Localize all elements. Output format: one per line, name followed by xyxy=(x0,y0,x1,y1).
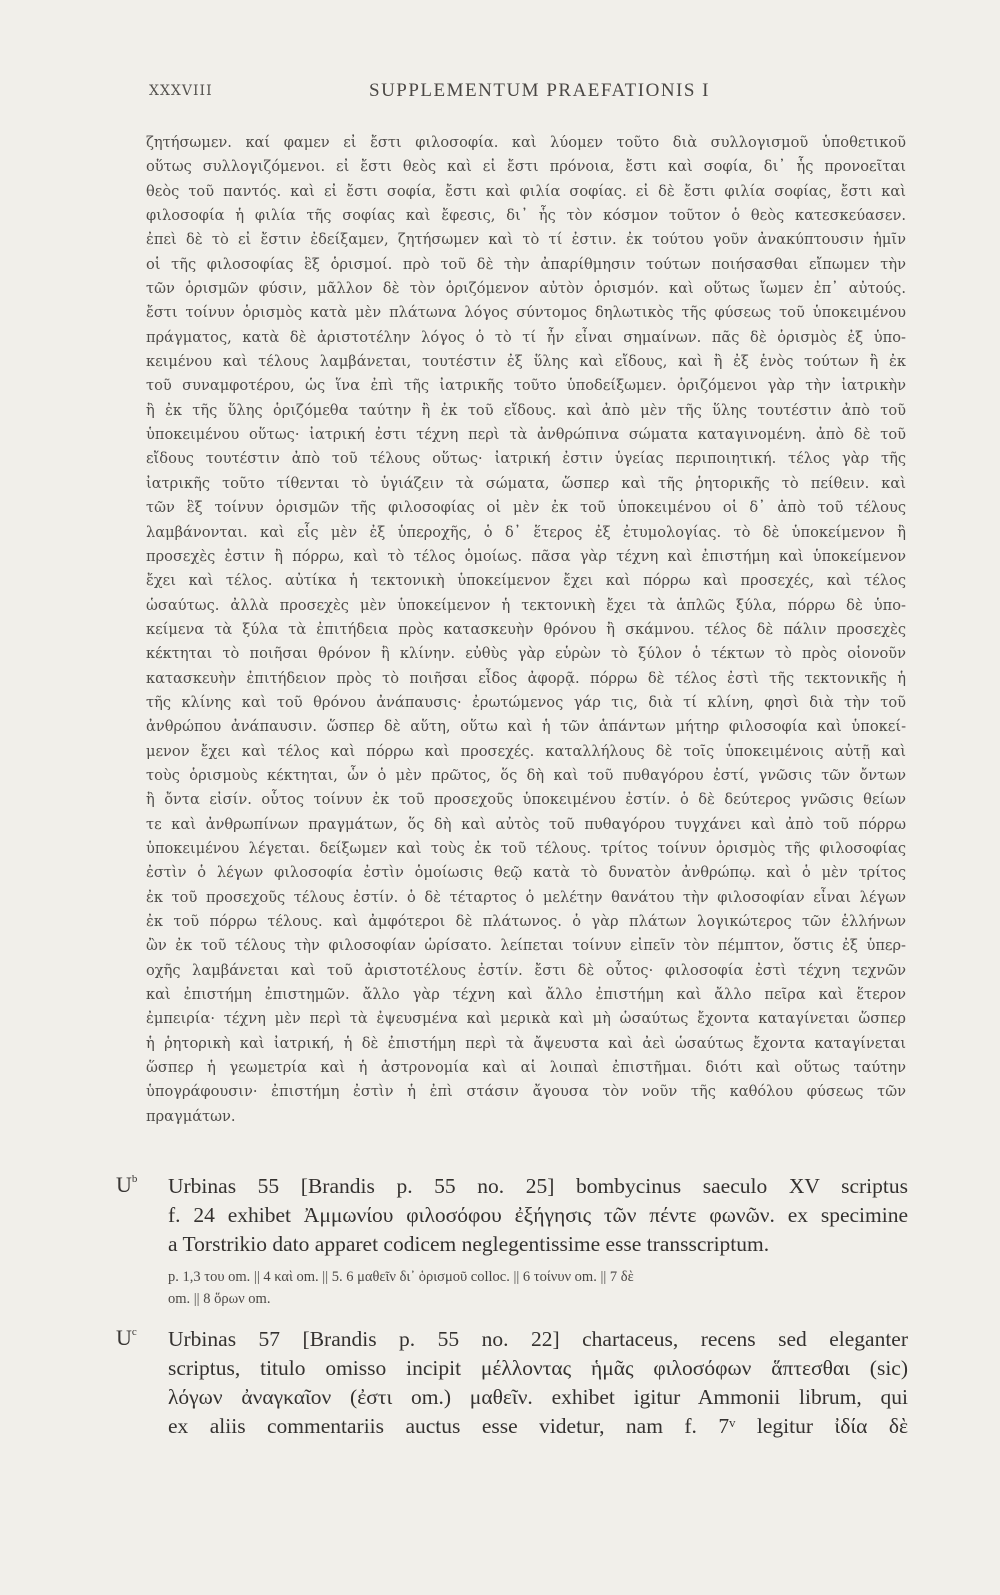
greek-text-line: ἐμπειρία· τέχνη μὲν περὶ τὰ ἐψευσμένα καὶ μερικὰ καὶ μὴ ὡσαύτως ἔχοντα καταγίνεται ὥσπερ xyxy=(146,1010,906,1028)
greek-text-line: οχῆς λαμβάνεται καὶ τοῦ ἀριστοτέλους ἐστίν. ἔστι δὲ οὗτος· φιλοσοφία ἐστὶ τέχνη τεχνῶν xyxy=(146,961,906,979)
greek-text-line: πραγμάτων. xyxy=(146,1107,236,1125)
greek-text-line: τῆς κλίνης καὶ τοῦ θρόνου ἀνάπαυσις· ἐρωτώμενος γάρ τις, διὰ τί κλίνη, φησὶ διὰ τὴν τοῦ xyxy=(146,693,906,711)
running-title: SUPPLEMENTUM PRAEFATIONIS I xyxy=(369,80,711,101)
note-line: om. || 8 ὅρων om. xyxy=(168,1291,271,1307)
greek-text-line: τῶν ἓξ τοίνυν ὁρισμῶν τῆς φιλοσοφίας οἱ μὲν ἐκ τοῦ ὑποκειμένου οἱ δ᾽ ἀπὸ τοῦ τέλους xyxy=(146,499,906,517)
greek-text-line: οὕτως συλλογιζόμενοι. εἰ ἔστι θεὸς καὶ εἰ ἔστι πρόνοια, ἔστι καὶ σοφία, δι᾽ ἧς προνοεῖται xyxy=(146,158,906,176)
greek-text-line: πράγματος, κατὰ δὲ ἀριστοτέλην λόγος ὁ τὸ τί ἦν εἶναι σημαίνων. πᾶς δὲ ὁρισμὸς ἐξ ὑπο- xyxy=(146,328,906,346)
greek-text-line: φιλοσοφία ἡ φιλία τῆς σοφίας καὶ ἔφεσις, δι᾽ ἧς τὸν κόσμον τοῦτον ὁ θεὸς κατεσκεύασεν. xyxy=(146,207,906,225)
greek-text-line: ὑπογράφουσιν· ἐπιστήμη ἐστὶν ἡ ἐπὶ στάσιν ἄγουσα τὸν νοῦν τῆς καθόλου φύσεως τῶν xyxy=(146,1083,906,1101)
greek-text-line: εἴδους τουτέστιν ἀπὸ τοῦ τέλους οὕτως· ἰατρική ἐστιν ὑγείας περιποιητική. τέλος γὰρ τῆς xyxy=(146,450,906,468)
greek-text-line: προσεχὲς ἐστιν ἢ πόρρω, καὶ τὸ τέλος ὁμοίως. πᾶσα γὰρ τέχνη καὶ ἐπιστήμη καὶ ὑποκείμενον xyxy=(146,547,906,565)
greek-text-line: ὑποκειμένου οὕτως· ἰατρική ἐστι τέχνη περὶ τὰ ἀνθρώπινα σώματα καταγινομένη. ἀπὸ δὲ τοῦ xyxy=(146,426,906,444)
greek-text-line: ἰατρικῆς τοῦτο τίθενται τὸ ὑγιάζειν τὰ σώματα, ὥσπερ καὶ τῆς ῥητορικῆς τὸ πείθειν. καὶ xyxy=(146,474,906,492)
greek-text-line: κείμενα τὰ ξύλα τὰ ἐπιτήδεια πρὸς κατασκευὴν θρόνου ἢ σκάμνου. τέλος δὲ πάλιν προσεχὲς xyxy=(146,620,906,638)
greek-text-line: θεὸς τοῦ παντός. καὶ εἰ ἔστι σοφία, ἔστι καὶ φιλία σοφίας. εἰ δὲ ἔστι φιλία σοφίας, ἔστι καὶ xyxy=(146,182,906,200)
greek-text-line: ἐκ τοῦ πόρρω τέλους. καὶ ἀμφότεροι δὲ πλάτωνος. ὁ γὰρ πλάτων λογικώτερος τῶν ἑλλήνων xyxy=(146,913,906,930)
entry-line: λόγων ἀναγκαῖον (ἐστι om.) μαθεῖν. exhibet igitur Ammonii librum, qui xyxy=(168,1385,908,1409)
greek-text-line: κατασκευὴν ἐπιτήδειον πρὸς τὸ ποιῆσαι εἶδος ἀφορᾷ. πόρρω δὲ τέλος ἐστὶ τῆς τεκτονικῆς ἡ xyxy=(146,669,906,687)
page-number: XXXVIII xyxy=(149,83,213,99)
entry-line: Urbinas 55 [Brandis p. 55 no. 25] bombycinus saeculo XV scriptus xyxy=(168,1174,908,1198)
greek-text-line: ζητήσωμεν. καί φαμεν εἰ ἔστι φιλοσοφία. καὶ λύομεν τοῦτο διὰ συλλογισμοῦ ὑποθετικοῦ xyxy=(146,134,906,151)
greek-text-line: ὑποκειμένου λέγεται. δείξωμεν καὶ τοὺς ἐκ τοῦ τέλους. τρίτος τοίνυν ὁρισμὸς τῆς φιλοσοφίας xyxy=(146,839,906,857)
apparatus-note xyxy=(168,1266,908,1310)
note-line: p. 1,3 του om. || 4 καὶ om. || 5. 6 μαθεῖν δι᾽ ὁρισμοῦ colloc. || 6 τοίνυν om. || 7 δὲ xyxy=(168,1269,634,1285)
greek-text-line: ἐστὶν ὁ λέγων φιλοσοφία ἐστὶν ὁμοίωσις θεῷ κατὰ τὸ δυνατὸν ἀνθρώπῳ. καὶ ὁ μὲν τρίτος xyxy=(146,864,906,882)
greek-text-line: ἔχει καὶ τέλος. αὐτίκα ἡ τεκτονικὴ ὑποκείμενον ἔχει καὶ πόρρω καὶ προσεχές, καὶ τέλος xyxy=(146,572,906,590)
greek-text-line: ἢ ὄντα εἰσίν. οὗτος τοίνυν ἐκ τοῦ προσεχοῦς ὑποκειμένου ἐστίν. ὁ δὲ δεύτερος γνῶσις θείων xyxy=(146,791,906,809)
greek-text-line: τοὺς ὁρισμοὺς κέκτηται, ὧν ὁ μὲν πρῶτος, ὅς δὴ καὶ τοῦ πυθαγόρου ἐστί, γνῶσις τῶν ὄντων xyxy=(146,766,906,784)
greek-text-line: τε καὶ ἀνθρωπίνων πραγμάτων, ὅς δὴ καὶ αὐτὸς τοῦ πυθαγόρου τυγχάνει καὶ ἀπὸ τοῦ πόρρω xyxy=(146,815,906,833)
greek-text-line: ἔστι τοίνυν ὁρισμὸς κατὰ μὲν πλάτωνα λόγος σύντομος δηλωτικὸς τῆς φύσεως τοῦ ὑποκειμένου xyxy=(146,304,906,322)
greek-text-block xyxy=(146,131,906,1129)
entry-description xyxy=(168,1325,908,1441)
greek-text-line: ἢ ἐκ τῆς ὕλης ὁριζόμεθα ταύτην ἢ ἐκ τοῦ εἴδους. καὶ ἀπὸ μὲν τῆς ὕλης τουτέστιν ἀπὸ τοῦ xyxy=(146,401,906,419)
greek-text-line: μενον ἔχει καὶ τέλος καὶ πόρρω καὶ προσεχές. καταλλήλους δὲ τοῖς ὑποκειμένοις αὐτῇ καὶ xyxy=(146,742,906,760)
greek-text-line: ὢν ἐκ τοῦ τέλους τὴν φιλοσοφίαν ὡρίσατο. λείπεται τοίνυν εἰπεῖν τὸν πέμπτον, ὅστις ἐξ ὑπερ- xyxy=(146,937,906,955)
greek-text-line: ἐπεὶ δὲ τὸ εἰ ἔστιν ἐδείξαμεν, ζητήσωμεν καὶ τὸ τί ἐστιν. ἐκ τούτου γοῦν ἀνακύπτουσιν ἡμῖν xyxy=(146,231,906,249)
greek-text-line: ἐκ τοῦ προσεχοῦς τέλους ἐστίν. ὁ δὲ τέταρτος ὁ μελέτην θανάτου τὴν φιλοσοφίαν εἶναι λέγων xyxy=(146,888,906,906)
greek-text-line: κέκτηται τὸ ποιῆσαι θρόνον ἢ κλίνην. εὐθὺς γὰρ εὑρὼν τὸ ξύλον ὁ τέκτων τὸ πρὸς οἱονοῦν xyxy=(146,645,906,663)
greek-text-line: καὶ ἐπιστήμη ἐπιστημῶν. ἄλλο γὰρ τέχνη καὶ ἄλλο ἐπιστήμη καὶ ἄλλο πεῖρα καὶ ἕτερον xyxy=(146,986,906,1004)
greek-text-line: τοῦ συναμφοτέρου, ὡς ἵνα ἐπὶ τῆς ἰατρικῆς τοῦτο ὑποδείξωμεν. ὁριζόμενοι γὰρ τὴν ἰατρικὴν xyxy=(146,377,906,395)
greek-text-line: ἀνθρώπου ἀνάπαυσιν. ὥσπερ δὲ αὕτη, οὕτω καὶ ἡ τῶν ἁπάντων μήτηρ φιλοσοφία καὶ ὑποκεί- xyxy=(146,718,906,736)
greek-text-line: τῶν ὁρισμῶν φύσιν, μᾶλλον δὲ τὸν ὁριζόμενον αὐτὸν ὁρισμόν. καὶ οὕτως ἴωμεν ἐπ᾽ αὐτούς. xyxy=(146,280,906,298)
greek-text-line: κειμένου καὶ τέλους λαμβάνεται, τουτέστιν ἐξ ὕλης καὶ εἴδους, καὶ ἢ ἐξ ἑνὸς τούτων ἢ ἐκ xyxy=(146,353,906,371)
running-header xyxy=(149,80,715,108)
greek-text-line: λαμβάνονται. καὶ εἷς μὲν ἐξ ὑπεροχῆς, ὁ δ᾽ ἕτερος ἐξ ἐτυμολογίας. τὸ δὲ ὑποκείμενον ἢ xyxy=(146,523,906,541)
entry-line: ex aliis commentariis auctus esse videtur, nam f. 7ᵛ legitur ἰδία δὲ xyxy=(168,1414,908,1438)
entry-description xyxy=(168,1172,908,1259)
greek-text-line: ἡ ῥητορικὴ καὶ ἰατρική, ἡ δὲ ἐπιστήμη περὶ τὰ ἄψευστα καὶ ἀεὶ ὡσαύτως ἔχοντα καταγίνεται xyxy=(146,1034,906,1052)
greek-text-line: οἱ τῆς φιλοσοφίας ἓξ ὁρισμοί. πρὸ τοῦ δὲ τὴν ἀπαρίθμησιν τούτων ποιήσασθαι εἴπωμεν τὴν xyxy=(146,255,906,273)
greek-text-line: ὡσαύτως. ἀλλὰ προσεχὲς μὲν ὑποκείμενον ἡ τεκτονικὴ ἔχει τὰ ἁπλῶς ξύλα, πόρρω δὲ ὑπο- xyxy=(146,596,906,614)
siglum-ub: $U^b$ xyxy=(116,1172,138,1197)
siglum-uc: $U^c$ xyxy=(116,1325,137,1350)
entry-line: scriptus, titulo omisso incipit μέλλοντας ἡμᾶς φιλοσόφων ἅπτεσθαι (sic) xyxy=(168,1356,908,1380)
entry-line: f. 24 exhibet Ἀμμωνίου φιλοσόφου ἐξήγησις τῶν πέντε φωνῶν. ex specimine xyxy=(168,1203,908,1227)
entry-line: a Torstrikio dato apparet codicem neglegentissime esse transscriptum. xyxy=(168,1232,770,1256)
entry-line: Urbinas 57 [Brandis p. 55 no. 22] chartaceus, recens sed eleganter xyxy=(168,1327,908,1351)
greek-text-line: ὥσπερ ἡ γεωμετρία καὶ ἡ ἀστρονομία καὶ αἱ λοιπαὶ ἐπιστῆμαι. διότι καὶ οὕτως ταύτην xyxy=(146,1059,906,1077)
